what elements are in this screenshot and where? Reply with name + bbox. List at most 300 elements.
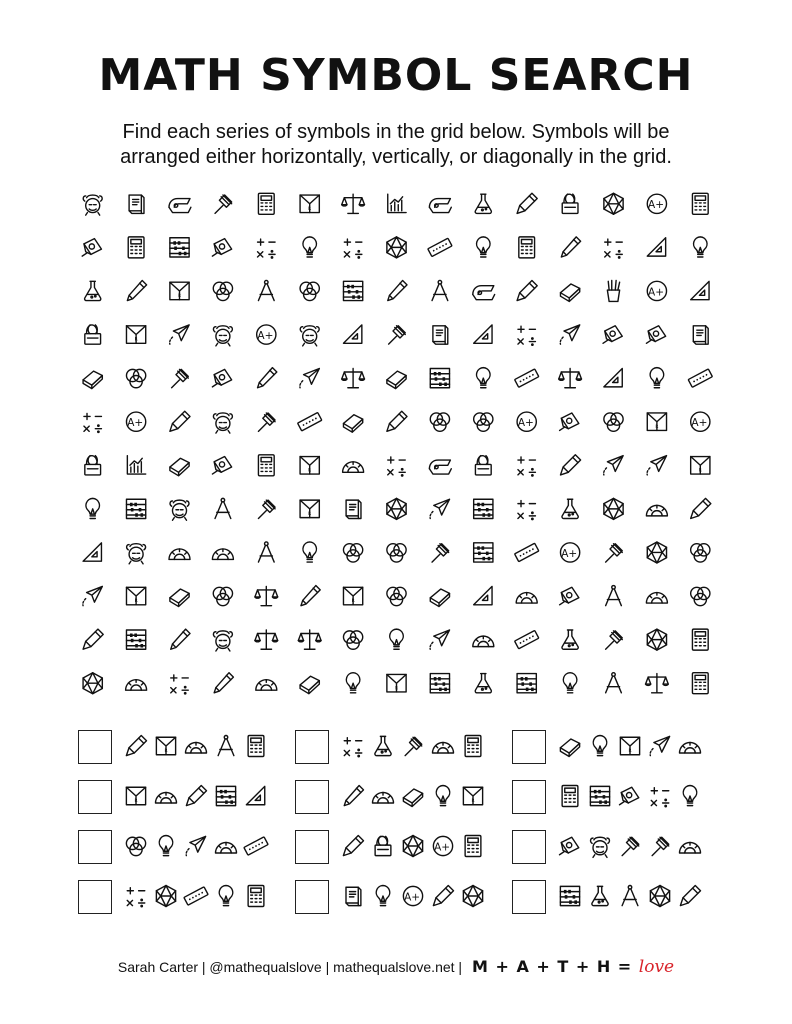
ruler-icon: [184, 887, 208, 905]
answer-checkbox[interactable]: [78, 730, 112, 764]
push-pin-icon: [432, 544, 449, 562]
pencil-icon: [214, 673, 233, 693]
protractor-icon: [256, 680, 277, 691]
svg-text:A+: A+: [257, 329, 274, 342]
light-bulb-icon: [563, 673, 577, 693]
pie-square-icon: [463, 787, 482, 805]
answer-key-item: [295, 728, 495, 768]
d20-die-icon: [387, 498, 406, 519]
d20-die-icon: [156, 886, 175, 907]
d20-die-icon: [647, 629, 666, 650]
scale-icon: [342, 369, 365, 388]
abacus-icon: [170, 238, 189, 257]
a-plus-icon: [647, 194, 666, 213]
answer-checkbox[interactable]: [295, 780, 329, 814]
symbol-sequence: [556, 778, 716, 816]
calculator-icon: [258, 193, 274, 214]
a-plus-icon: [560, 543, 579, 562]
ruler-icon: [244, 837, 268, 855]
compass-icon: [258, 542, 274, 562]
pie-square-icon: [170, 282, 189, 300]
scale-icon: [255, 586, 278, 605]
scale-icon: [255, 630, 278, 649]
venn-diagram-icon: [343, 544, 362, 562]
math-operations-icon: [258, 239, 276, 258]
symbol-grid-svg: [71, 182, 722, 705]
math-operations-icon: [518, 501, 536, 520]
paper-plane-icon: [430, 499, 449, 518]
protractor-icon: [169, 549, 190, 560]
svg-text:R: R: [308, 206, 312, 212]
scale-icon: [342, 194, 365, 213]
paper-plane-icon: [647, 456, 666, 475]
pie-square-icon: [300, 500, 319, 518]
calculator-icon: [562, 786, 578, 807]
marker-icon: [560, 455, 580, 475]
binder-clip-icon: [85, 325, 101, 344]
binder-clip-icon: [85, 456, 101, 475]
abacus-icon: [126, 499, 145, 518]
marker-icon: [680, 886, 700, 906]
flask-icon: [375, 736, 391, 755]
einstein-icon: [591, 837, 610, 857]
protractor-icon: [126, 680, 147, 691]
pencil-cup-icon: [607, 280, 619, 301]
ruler-icon: [428, 238, 452, 256]
compass-icon: [606, 673, 622, 693]
answer-key-item: [78, 828, 278, 868]
answer-checkbox[interactable]: [512, 880, 546, 914]
paper-plane-icon: [186, 836, 205, 855]
push-pin-icon: [606, 544, 623, 562]
answer-checkbox[interactable]: [512, 730, 546, 764]
light-bulb-icon: [390, 629, 404, 649]
d20-die-icon: [604, 498, 623, 519]
answer-key-item: [78, 778, 278, 818]
protractor-icon: [212, 549, 233, 560]
push-pin-icon: [258, 500, 275, 518]
a-plus-icon: [257, 325, 276, 344]
d20-die-icon: [83, 673, 102, 694]
book-icon: [346, 887, 361, 905]
symbol-grid: [71, 182, 722, 705]
symbol-sequence: [556, 878, 716, 916]
bar-graph-icon: [388, 194, 406, 212]
pencil-sharpener-icon: [212, 457, 231, 475]
answer-key-item: [295, 778, 495, 818]
pie-square-icon: [126, 587, 145, 605]
svg-text:R: R: [655, 424, 659, 430]
footer: [0, 957, 792, 977]
protractor-icon: [373, 793, 394, 804]
svg-text:R: R: [698, 468, 702, 474]
venn-diagram-icon: [474, 413, 493, 431]
svg-text:A+: A+: [127, 417, 144, 430]
marker-icon: [433, 886, 453, 906]
pie-square-icon: [126, 787, 145, 805]
light-bulb-icon: [650, 368, 664, 388]
d20-die-icon: [647, 542, 666, 563]
svg-text:R: R: [351, 599, 355, 605]
calculator-icon: [692, 629, 708, 650]
symbol-sequence: [122, 728, 282, 766]
pencil-sharpener-icon: [560, 837, 579, 855]
eraser-icon: [560, 739, 579, 757]
a-plus-icon: [403, 886, 422, 905]
paper-plane-icon: [170, 325, 189, 344]
venn-diagram-icon: [300, 282, 319, 300]
venn-diagram-icon: [691, 544, 710, 562]
svg-text:A+: A+: [434, 841, 451, 854]
eraser-icon: [170, 458, 189, 476]
tape-dispenser-icon: [169, 199, 191, 213]
flask-icon: [475, 674, 491, 693]
eraser-icon: [170, 589, 189, 607]
abacus-icon: [430, 369, 449, 388]
calculator-icon: [465, 736, 481, 757]
marker-icon: [126, 736, 146, 756]
bar-graph-icon: [127, 456, 145, 474]
push-pin-icon: [652, 837, 669, 855]
push-pin-icon: [172, 369, 189, 387]
brand-equation: M + A + T + H =: [471, 957, 633, 976]
math-operations-icon: [651, 788, 669, 807]
pencil-sharpener-icon: [212, 239, 231, 257]
answer-checkbox[interactable]: [512, 830, 546, 864]
answer-checkbox[interactable]: [78, 780, 112, 814]
svg-text:R: R: [394, 686, 399, 692]
pie-square-icon: [647, 413, 666, 431]
math-operations-icon: [518, 457, 536, 476]
svg-text:R: R: [628, 749, 632, 755]
symbol-sequence: [339, 828, 499, 866]
flask-icon: [592, 886, 608, 905]
calculator-icon: [248, 736, 264, 757]
pencil-sharpener-icon: [646, 326, 665, 344]
calculator-icon: [128, 237, 144, 258]
pie-square-icon: [300, 195, 319, 213]
symbol-sequence: [339, 778, 499, 816]
protractor-icon: [186, 743, 207, 754]
marker-icon: [170, 411, 190, 431]
push-pin-icon: [405, 737, 422, 755]
abacus-icon: [517, 674, 536, 693]
light-bulb-icon: [436, 786, 450, 806]
d20-die-icon: [650, 886, 669, 907]
calculator-icon: [692, 673, 708, 694]
binder-clip-icon: [375, 836, 391, 855]
abacus-icon: [126, 630, 145, 649]
pie-square-icon: [343, 587, 362, 605]
marker-icon: [691, 498, 711, 518]
calculator-icon: [692, 193, 708, 214]
svg-text:R: R: [164, 749, 168, 755]
pencil-icon: [301, 586, 320, 606]
abacus-icon: [343, 281, 362, 300]
svg-text:A+: A+: [517, 417, 534, 430]
symbol-sequence: [556, 828, 716, 866]
answer-checkbox[interactable]: [78, 830, 112, 864]
push-pin-icon: [606, 631, 623, 649]
push-pin-icon: [389, 326, 406, 344]
venn-diagram-icon: [387, 544, 406, 562]
paper-plane-icon: [560, 325, 579, 344]
set-square-icon: [647, 238, 665, 256]
pie-square-icon: [156, 737, 175, 755]
paper-plane-icon: [604, 456, 623, 475]
set-square-icon: [246, 786, 264, 804]
ruler-icon: [515, 543, 539, 561]
flask-icon: [562, 630, 578, 649]
eraser-icon: [560, 284, 579, 302]
protractor-icon: [473, 636, 494, 647]
einstein-icon: [300, 326, 319, 346]
venn-diagram-icon: [213, 282, 232, 300]
marker-icon: [343, 836, 363, 856]
symbol-sequence: [122, 828, 282, 866]
svg-text:R: R: [134, 337, 138, 343]
svg-text:R: R: [134, 799, 138, 805]
scale-icon: [559, 369, 582, 388]
pie-square-icon: [387, 674, 406, 692]
set-square-icon: [343, 325, 361, 343]
page-title: MATH SYMBOL SEARCH: [98, 50, 694, 101]
scale-icon: [646, 674, 669, 693]
pencil-sharpener-icon: [212, 369, 231, 387]
calculator-icon: [248, 886, 264, 907]
protractor-icon: [156, 793, 177, 804]
eraser-icon: [300, 676, 319, 694]
einstein-icon: [213, 326, 232, 346]
protractor-icon: [680, 743, 701, 754]
answer-checkbox[interactable]: [295, 730, 329, 764]
venn-diagram-icon: [126, 369, 145, 387]
binder-clip-icon: [562, 194, 578, 213]
marker-icon: [186, 786, 206, 806]
push-pin-icon: [622, 837, 639, 855]
venn-diagram-icon: [604, 413, 623, 431]
light-bulb-icon: [593, 736, 607, 756]
svg-text:R: R: [308, 512, 312, 517]
light-bulb-icon: [303, 237, 317, 257]
compass-icon: [218, 736, 234, 756]
set-square-icon: [474, 325, 492, 343]
einstein-icon: [83, 195, 102, 215]
abacus-icon: [474, 499, 493, 518]
answer-key-item: [295, 828, 495, 868]
compass-icon: [606, 586, 622, 606]
marker-icon: [83, 629, 103, 649]
tape-dispenser-icon: [429, 199, 451, 213]
a-plus-icon: [433, 836, 452, 855]
answer-key-item: [512, 728, 712, 768]
instructions-line-1: Find each series of symbols in the grid below. Symbols will be: [122, 121, 670, 143]
answer-checkbox[interactable]: [295, 880, 329, 914]
light-bulb-icon: [219, 886, 233, 906]
svg-text:R: R: [471, 799, 475, 805]
pencil-sharpener-icon: [82, 239, 101, 257]
venn-diagram-icon: [126, 837, 145, 855]
compass-icon: [215, 498, 231, 518]
answer-checkbox[interactable]: [512, 780, 546, 814]
ruler-icon: [688, 369, 712, 387]
footer-credit: Sarah Carter | @mathequalslove | mathequalslove.net |: [117, 959, 463, 975]
calculator-icon: [519, 237, 535, 258]
light-bulb-icon: [86, 498, 100, 518]
push-pin-icon: [258, 413, 275, 431]
answer-key-item: [78, 728, 278, 768]
protractor-icon: [216, 843, 237, 854]
calculator-icon: [465, 836, 481, 857]
eraser-icon: [387, 371, 406, 389]
light-bulb-icon: [477, 368, 491, 388]
scale-icon: [298, 630, 321, 649]
ruler-icon: [515, 630, 539, 648]
pie-square-icon: [126, 326, 145, 344]
pencil-icon: [258, 368, 277, 388]
math-operations-icon: [344, 239, 362, 258]
venn-diagram-icon: [343, 631, 362, 649]
math-operations-icon: [388, 457, 406, 476]
set-square-icon: [691, 281, 709, 299]
venn-diagram-icon: [691, 587, 710, 605]
a-plus-icon: [126, 412, 145, 431]
book-icon: [433, 326, 448, 344]
venn-diagram-icon: [430, 413, 449, 431]
pie-square-icon: [691, 457, 710, 475]
light-bulb-icon: [683, 786, 697, 806]
pencil-sharpener-icon: [603, 326, 622, 344]
eraser-icon: [83, 371, 102, 389]
light-bulb-icon: [477, 237, 491, 257]
svg-text:R: R: [177, 294, 182, 300]
d20-die-icon: [387, 237, 406, 258]
svg-text:A+: A+: [648, 286, 665, 299]
pie-square-icon: [620, 737, 639, 755]
book-icon: [346, 500, 361, 518]
light-bulb-icon: [376, 886, 390, 906]
svg-text:R: R: [134, 599, 138, 605]
venn-diagram-icon: [213, 587, 232, 605]
math-operations-icon: [127, 888, 145, 907]
pencil-icon: [561, 237, 580, 257]
answer-checkbox[interactable]: [78, 880, 112, 914]
tape-dispenser-icon: [429, 460, 451, 474]
math-operations-icon: [518, 326, 536, 345]
math-operations-icon: [344, 738, 362, 757]
a-plus-icon: [647, 281, 666, 300]
svg-text:A+: A+: [691, 417, 708, 430]
book-icon: [693, 326, 708, 344]
pencil-icon: [127, 280, 146, 300]
pencil-sharpener-icon: [560, 413, 579, 431]
symbol-sequence: [339, 728, 499, 766]
svg-text:A+: A+: [648, 199, 665, 212]
protractor-icon: [433, 743, 454, 754]
compass-icon: [622, 886, 638, 906]
svg-text:R: R: [308, 468, 312, 474]
light-bulb-icon: [303, 542, 317, 562]
symbol-sequence: [339, 878, 499, 916]
eraser-icon: [343, 415, 362, 433]
binder-clip-icon: [475, 456, 491, 475]
pencil-sharpener-icon: [560, 587, 579, 605]
einstein-icon: [213, 631, 232, 651]
pencil-icon: [344, 786, 363, 806]
svg-text:A+: A+: [561, 547, 578, 560]
set-square-icon: [474, 586, 492, 604]
d20-die-icon: [463, 886, 482, 907]
push-pin-icon: [215, 195, 232, 213]
math-operations-icon: [84, 413, 102, 432]
d20-die-icon: [403, 836, 422, 857]
compass-icon: [432, 280, 448, 300]
pie-square-icon: [300, 457, 319, 475]
svg-text:A+: A+: [404, 891, 421, 904]
light-bulb-icon: [694, 237, 708, 257]
protractor-icon: [343, 462, 364, 473]
paper-plane-icon: [650, 736, 669, 755]
ruler-icon: [515, 369, 539, 387]
flask-icon: [85, 281, 101, 300]
pencil-icon: [388, 280, 407, 300]
abacus-icon: [216, 786, 235, 805]
paper-plane-icon: [83, 586, 102, 605]
abacus-icon: [474, 543, 493, 562]
venn-diagram-icon: [387, 587, 406, 605]
ruler-icon: [298, 413, 322, 431]
symbol-sequence: [122, 878, 282, 916]
marker-icon: [387, 411, 407, 431]
answer-key-item: [512, 778, 712, 818]
marker-icon: [517, 280, 537, 300]
math-operations-icon: [171, 675, 189, 694]
answer-key-item: [295, 878, 495, 918]
answer-key-item: [512, 878, 712, 918]
abacus-icon: [590, 786, 609, 805]
answer-key-item: [512, 828, 712, 868]
symbol-sequence: [556, 728, 716, 766]
tape-dispenser-icon: [473, 286, 495, 300]
calculator-icon: [258, 455, 274, 476]
protractor-icon: [516, 593, 537, 604]
instructions: [40, 120, 752, 170]
a-plus-icon: [691, 412, 710, 431]
eraser-icon: [403, 789, 422, 807]
protractor-icon: [646, 593, 667, 604]
einstein-icon: [213, 413, 232, 433]
einstein-icon: [127, 544, 146, 564]
light-bulb-icon: [346, 673, 360, 693]
book-icon: [129, 195, 144, 213]
set-square-icon: [604, 369, 622, 387]
paper-plane-icon: [430, 630, 449, 649]
set-square-icon: [83, 543, 101, 561]
protractor-icon: [646, 505, 667, 516]
answer-checkbox[interactable]: [295, 830, 329, 864]
protractor-icon: [680, 843, 701, 854]
paper-plane-icon: [300, 369, 319, 388]
eraser-icon: [430, 589, 449, 607]
flask-icon: [475, 194, 491, 213]
symbol-sequence: [122, 778, 282, 816]
d20-die-icon: [604, 193, 623, 214]
pencil-icon: [171, 629, 190, 649]
light-bulb-icon: [159, 836, 173, 856]
compass-icon: [258, 280, 274, 300]
a-plus-icon: [517, 412, 536, 431]
flask-icon: [562, 499, 578, 518]
